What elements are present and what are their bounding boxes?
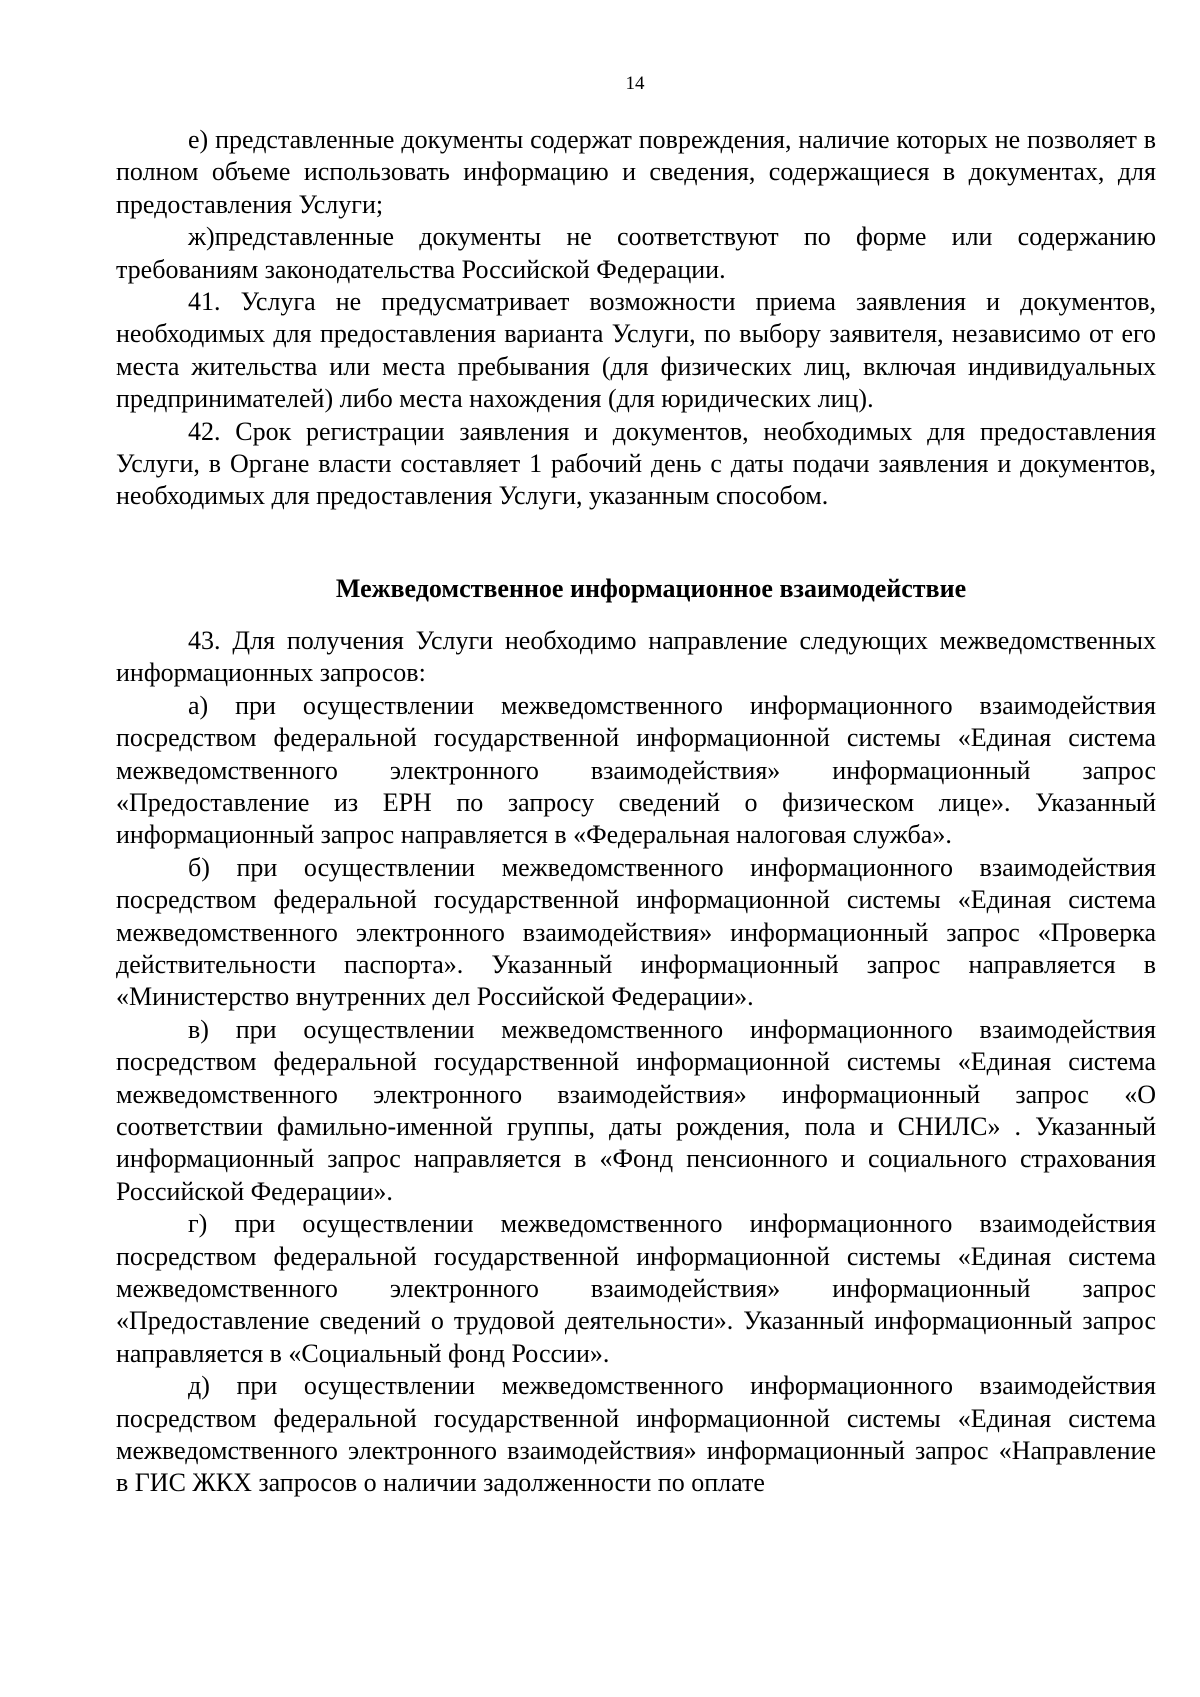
paragraph-item-e: е) представленные документы содержат повреждения, наличие которых не позволяет в полном объеме использовать информацию и сведения, содержащиеся в документах, для предоставления Услуги; — [116, 125, 1156, 219]
paragraph-41: 41. Услуга не предусматривает возможности приема заявления и документов, необходимых для предоставления варианта Услуги, по выбору заявителя, независимо от его места жительства или места пребывания (для физических лиц, включая индивидуальных предпринимателей) либо места нахождения (для юридических лиц). — [116, 287, 1156, 414]
paragraph-42: 42. Срок регистрации заявления и документов, необходимых для предоставления Услуги, в Органе власти составляет 1 рабочий день с даты подачи заявления и документов, необходимых для предоставления Услуги, указанным способом. — [116, 416, 1156, 511]
paragraph-item-b: б) при осуществлении межведомственного информационного взаимодействия посредством федеральной государственной информационной системы «Единая система межведомственного электронного взаимодействия» информационный запрос «Проверка действительности паспорта». Указанный информационный запрос направляется в «Министерство внутренних дел Российской Федерации». — [116, 852, 1156, 1012]
page-number: 14 — [625, 73, 645, 94]
paragraph-item-v: в) при осуществлении межведомственного информационного взаимодействия посредством федеральной государственной информационной системы «Единая система межведомственного электронного взаимодействия» информационный запрос «О соответствии фамильно-именной группы, даты рождения, пола и СНИЛС» . Указанный информационный запрос направляется в «Фонд пенсионного и социального страхования Российской Федерации». — [116, 1014, 1156, 1206]
paragraph-item-g: г) при осуществлении межведомственного информационного взаимодействия посредством федеральной государственной информационной системы «Единая система межведомственного электронного взаимодействия» информационный запрос «Предоставление сведений о трудовой деятельности». Указанный информационный запрос направляется в «Социальный фонд России». — [116, 1209, 1156, 1368]
paragraph-43: 43. Для получения Услуги необходимо направление следующих межведомственных информационных запросов: — [116, 625, 1156, 688]
paragraph-item-d: д) при осуществлении межведомственного информационного взаимодействия посредством федеральной государственной информационной системы «Единая система межведомственного электронного взаимодействия» информационный запрос «Направление в ГИС ЖКХ запросов о наличии задолженности по оплате — [116, 1371, 1156, 1498]
paragraph-item-zh: ж)представленные документы не соответствуют по форме или содержанию требованиям законодательства Российской Федерации. — [116, 222, 1156, 284]
paragraph-item-a: а) при осуществлении межведомственного информационного взаимодействия посредством федеральной государственной информационной системы «Единая система межведомственного электронного взаимодействия» информационный запрос «Предоставление из ЕРН по запросу сведений о физическом лице». Указанный информационный запрос направляется в «Федеральная налоговая служба». — [116, 690, 1156, 850]
page-content — [116, 124, 1156, 1500]
section-heading: Межведомственное информационное взаимодействие — [335, 573, 967, 603]
